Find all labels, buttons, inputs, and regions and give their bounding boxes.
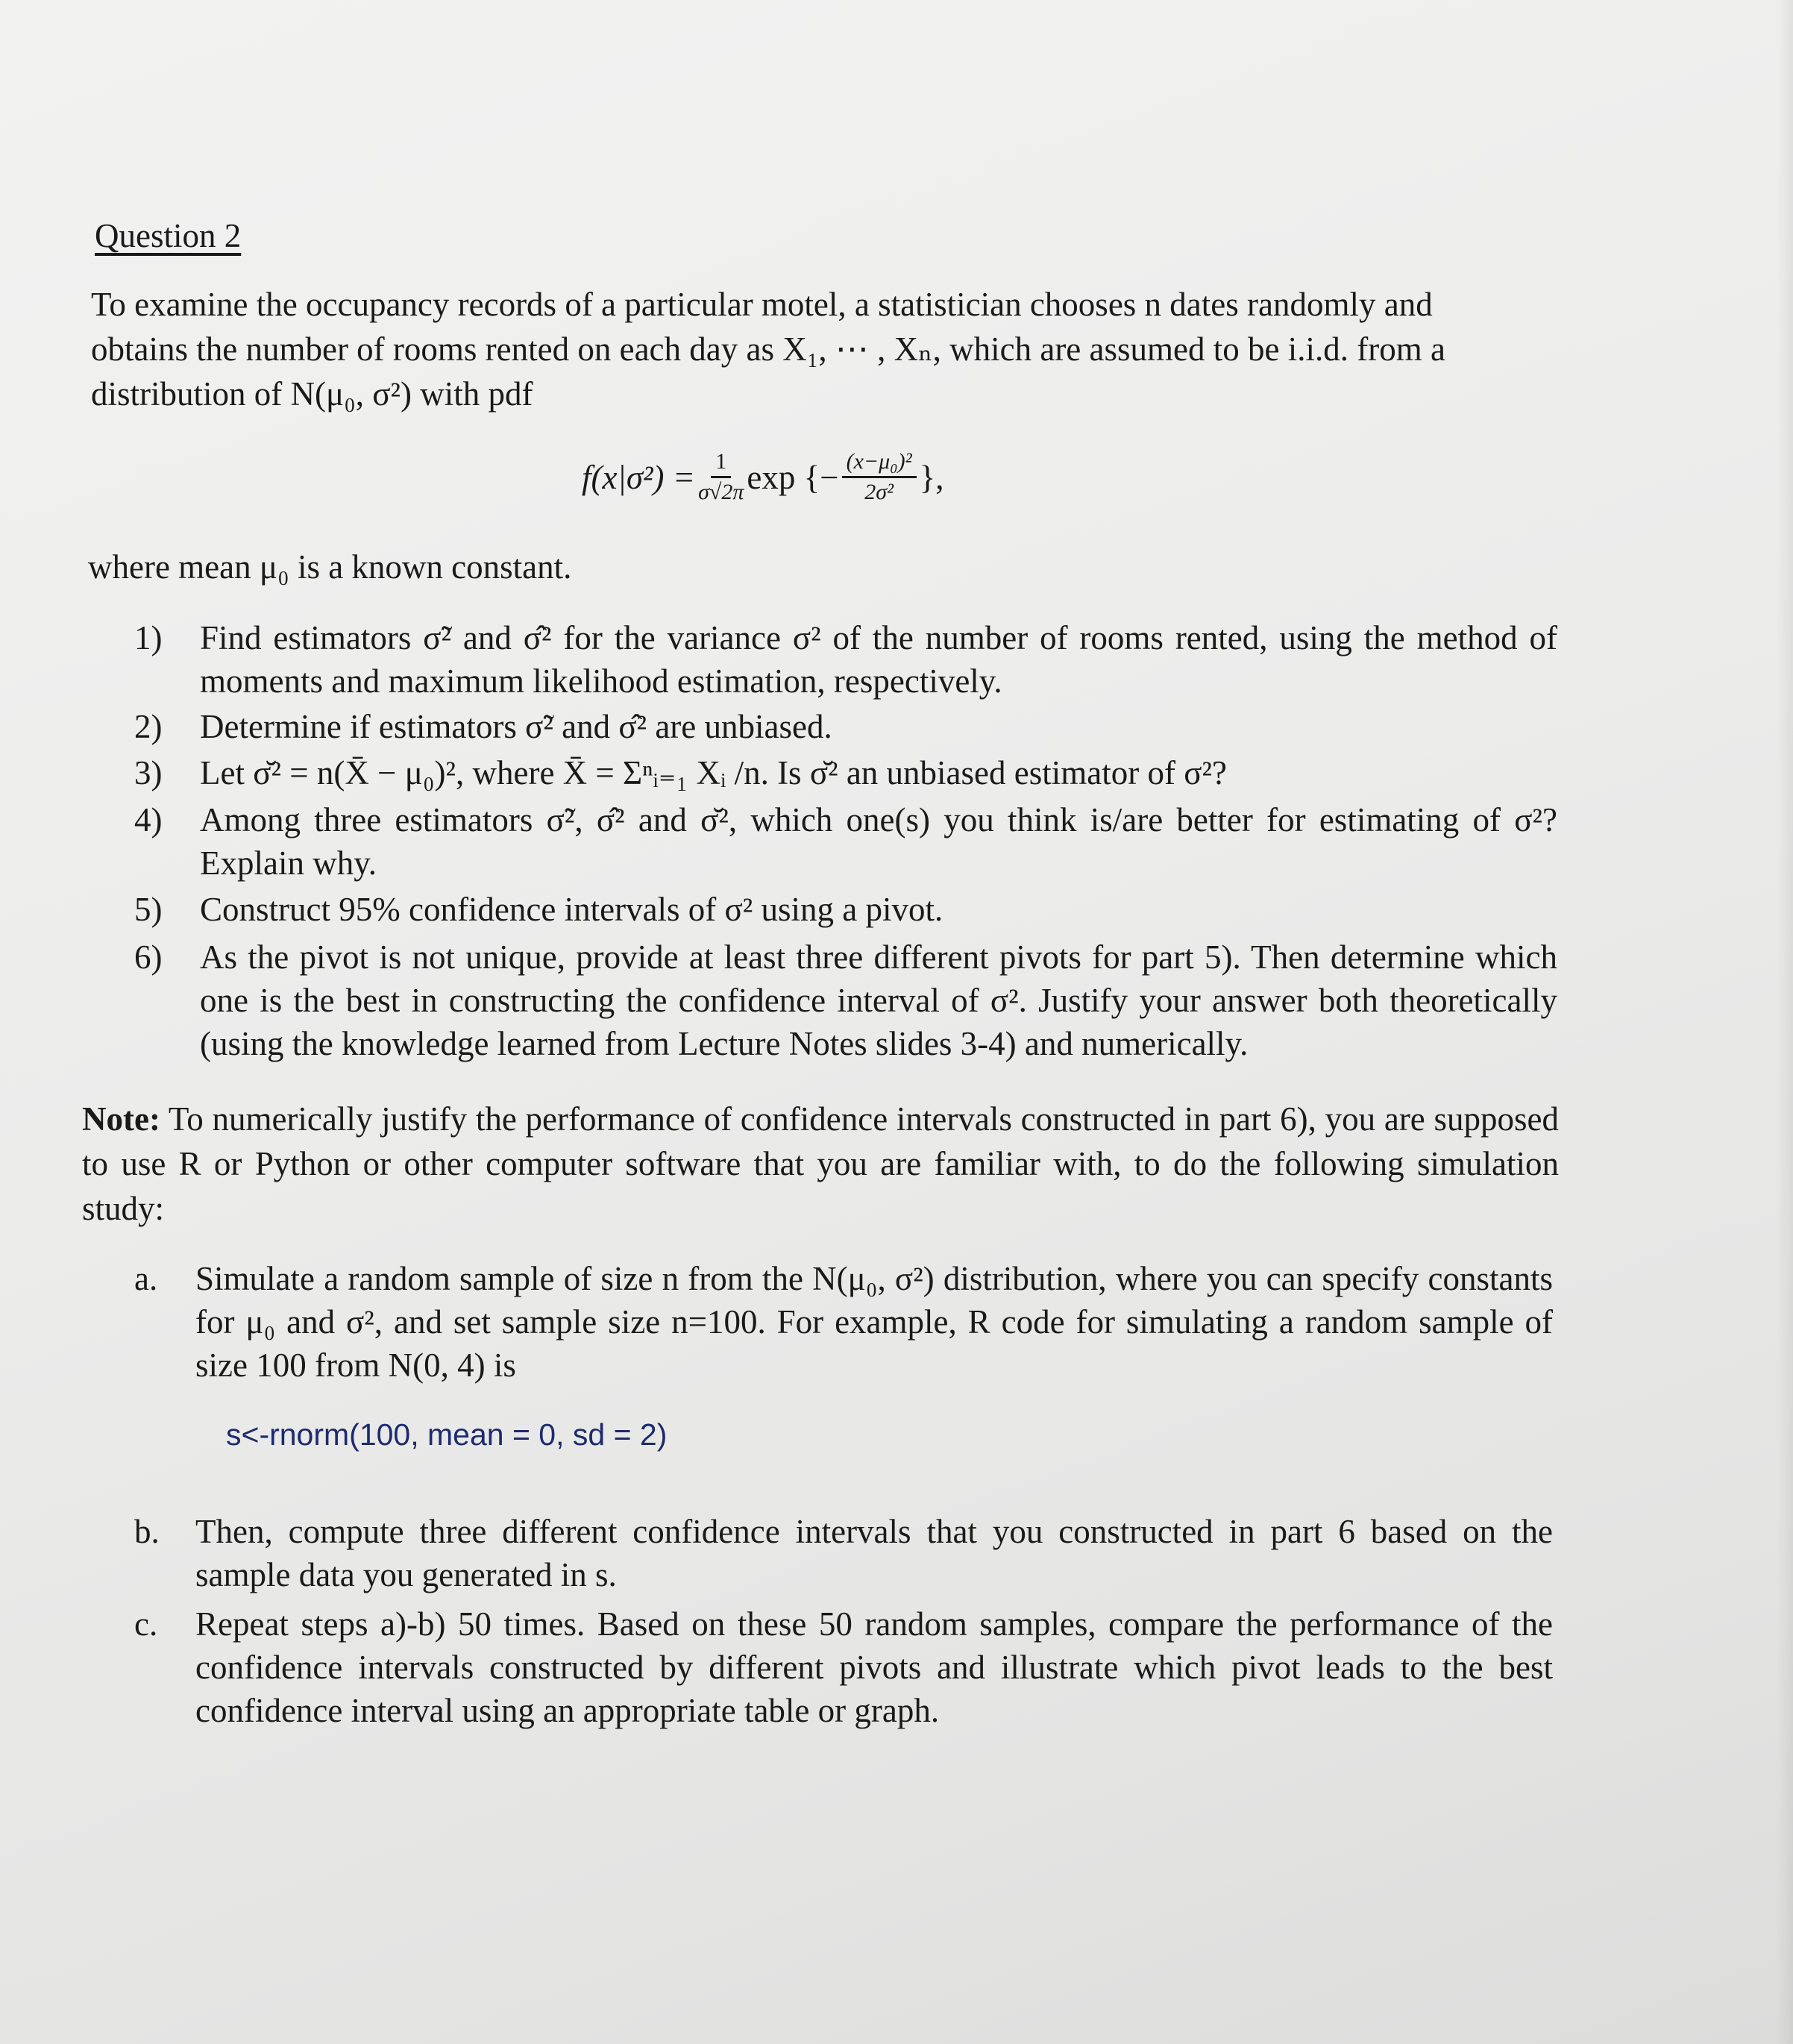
part-6 [134,935,1559,1070]
note-paragraph [82,1097,1559,1231]
step-a [134,1257,1559,1391]
formula-fraction-norm [698,448,744,507]
part-2-text: Determine if estimators σ̃² and σ̂² are unbiased. [200,708,832,745]
part-1-text: Find estimators σ̃² and σ̂² for the variance σ² of the number of rooms rented, using the method of moments and maximum likelihood estimation, respectively. [200,619,1557,700]
intro-line-2: obtains the number of rooms rented on each day as X₁, ⋯ , Xₙ, which are assumed to be i.i.d. from a [91,330,1445,368]
step-c-text: Repeat steps a)-b) 50 times. Based on these 50 random samples, compare the performance of the confidence intervals constructed by different pivots and illustrate which pivot leads to the best confidence interval using an appropriate table or graph. [195,1605,1553,1729]
step-a-label: a. [134,1260,158,1297]
formula-frac2-denominator: 2σ² [864,480,894,504]
part-4 [134,798,1559,888]
step-a-text: Simulate a random sample of size n from the N(μ₀, σ²) distribution, where you can specify constants for μ₀ and σ², and set sample size n=100. For example, R code for simulating a random sample of size 100 from N(0, 4) is [195,1260,1553,1384]
formula-frac2-numerator: (x−μ₀)² [842,448,917,478]
note-label: Note: [82,1100,160,1138]
part-1 [134,616,1559,706]
where-line: where mean μ₀ is a known constant. [88,548,572,586]
part-5 [134,888,1559,932]
formula-frac1-denominator: σ√2π [698,480,744,504]
part-4-label: 4) [134,801,163,838]
step-b-label: b. [134,1513,160,1550]
part-1-label: 1) [134,619,163,656]
part-6-text: As the pivot is not unique, provide at least three different pivots for part 5). Then determine which one is the best in constructing the confidence interval of σ². Justify your answer both theoretically (using the knowledge learned from Lecture Notes slides 3-4) and numerically. [200,938,1557,1062]
pdf-formula [582,448,944,507]
part-3-label: 3) [134,754,163,791]
page-edge-shadow [1777,0,1793,2044]
step-b-text: Then, compute three different confidence intervals that you constructed in part 6 based on the sample data you generated in s. [195,1513,1553,1593]
part-6-label: 6) [134,938,163,976]
note-text: To numerically justify the performance of confidence intervals constructed in part 6), you are supposed to use R or Python or other computer software that you are familiar with, to do the following simulation study: [82,1100,1559,1227]
formula-fraction-exponent [842,448,917,507]
step-c [134,1602,1559,1737]
part-4-text: Among three estimators σ̃², σ̂² and σ̆², which one(s) you think is/are better for estimating of σ²? Explain why. [200,801,1557,882]
intro-line-1: To examine the occupancy records of a particular motel, a statistician chooses n dates randomly and [91,286,1433,323]
formula-frac1-numerator: 1 [711,448,731,478]
part-3 [134,751,1559,796]
part-2-label: 2) [134,708,163,745]
part-2 [134,705,1559,750]
part-5-text: Construct 95% confidence intervals of σ² using a pivot. [200,891,943,928]
formula-exp: exp {− [747,458,839,496]
formula-end: }, [919,458,944,496]
step-b [134,1510,1559,1599]
part-3-text: Let σ̆² = n(X̄ − μ₀)², where X̄ = Σⁿᵢ₌₁ Xᵢ /n. Is σ̆² an unbiased estimator of σ²? [200,754,1227,791]
part-5-label: 5) [134,891,163,928]
r-code-snippet: s<-rnorm(100, mean = 0, sd = 2) [226,1417,668,1452]
step-c-label: c. [134,1605,158,1643]
intro-line-3: distribution of N(μ₀, σ²) with pdf [91,375,533,413]
question-title: Question 2 [95,217,242,254]
formula-lhs: f(x|σ²) = [582,458,696,496]
